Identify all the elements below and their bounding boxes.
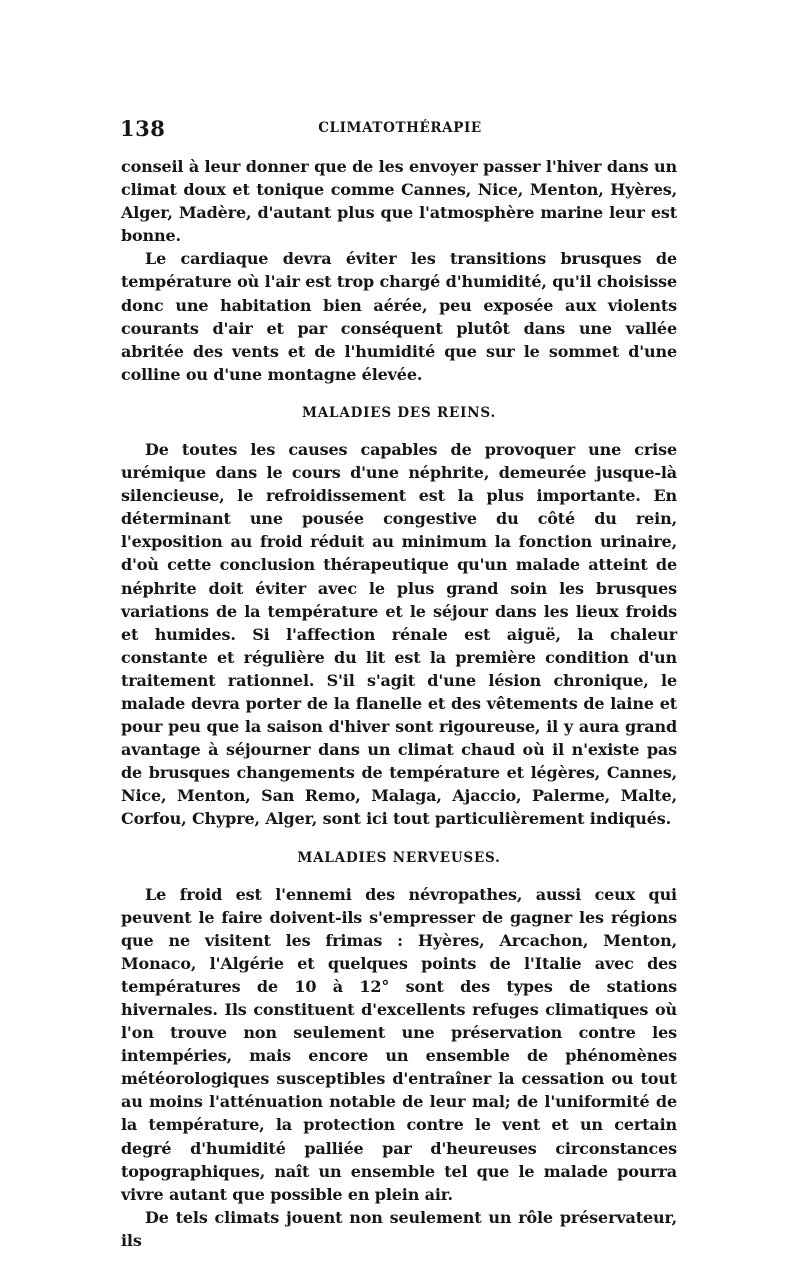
- paragraph-nervous-diseases: Le froid est l'ennemi des névropathes, aussi ceux qui peuvent le faire doivent-ils s'empresser de gagner les régions que ne visitent les frimas : Hyères, Arcachon, Menton, Monaco, l'Algérie et quelques points de l'Italie avec des températures de 10 à 12° sont des types de stations hivernales. Ils constituent d'excellents refuges climatiques où l'on trouve non seulement une préservation contre les intempéries, mais encore un ensemble de phénomènes météorologiques susceptibles d'entraîner la cessation ou tout au moins l'atténuation notable de leur mal; de l'uniformité de la température, la protection contre le vent et un certain degré d'humidité palliée par d'heureuses circonstances topographiques, naît un ensemble tel que le malade pourra vivre autant que possible en plein air.: [121, 884, 677, 1204]
- paragraph-cardiac-advice: Le cardiaque devra éviter les transitions brusques de température où l'air est trop chargé d'humidité, qu'il choisisse donc une habitation bien aérée, peu exposée aux violents courants d'air et par conséquent plutôt dans une vallée abritée des vents et de l'humidité que sur le sommet d'une colline ou d'une montagne élevée.: [121, 249, 677, 384]
- running-title: CLIMATOTHÉRAPIE: [318, 120, 482, 136]
- running-head: [120, 116, 680, 142]
- paragraph-climates-role: De tels climats jouent non seulement un rôle préservateur, ils: [121, 1207, 677, 1250]
- paragraph-cardiac-continued: conseil à leur donner que de les envoyer passer l'hiver dans un climat doux et tonique comme Cannes, Nice, Menton, Hyères, Alger, Madère, d'autant plus que l'atmosphère marine leur est bonne.: [121, 157, 677, 246]
- paragraph-kidney-diseases: De toutes les causes capables de provoquer une crise urémique dans le cours d'une néphrite, demeurée jusque-là silencieuse, le refroidissement est la plus importante. En déterminant une pousée congestive du côté du rein, l'exposition au froid réduit au minimum la fonction urinaire, d'où cette conclusion thérapeutique qu'un malade atteint de néphrite doit éviter avec le plus grand soin les brusques variations de la température et le séjour dans les lieux froids et humides. Si l'affection rénale est aiguë, la chaleur constante et régulière du lit est la première condition d'un traitement rationnel. S'il s'agit d'une lésion chronique, le malade devra porter de la flanelle et des vêtements de laine et pour peu que la saison d'hiver sont rigoureuse, il y aura grand avantage à séjourner dans un climat chaud où il n'existe pas de brusques changements de température et légères, Cannes, Nice, Menton, San Remo, Malaga, Ajaccio, Palerme, Malte, Corfou, Chypre, Alger, sont ici tout particulièrement indiqués.: [121, 439, 677, 829]
- page-number: 138: [120, 116, 166, 141]
- section-heading-kidney: MALADIES DES REINS.: [302, 404, 496, 421]
- section-heading-nervous: MALADIES NERVEUSES.: [297, 849, 501, 866]
- body-text: [121, 155, 677, 1252]
